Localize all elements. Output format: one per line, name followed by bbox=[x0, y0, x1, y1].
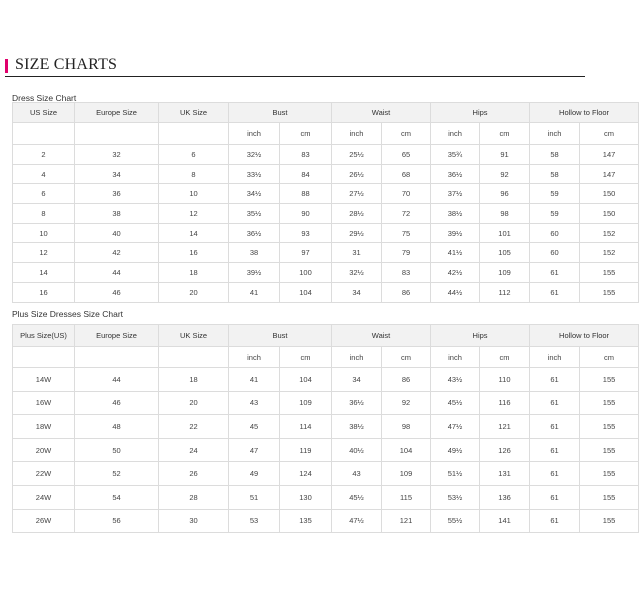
table-cell: 28½ bbox=[332, 204, 382, 224]
table-cell: 104 bbox=[280, 282, 332, 302]
table-cell: 41½ bbox=[431, 243, 480, 263]
table-cell: 53 bbox=[229, 509, 280, 533]
table-cell: 32½ bbox=[229, 145, 280, 165]
table-cell: 53½ bbox=[431, 485, 480, 509]
table-cell: 131 bbox=[480, 462, 530, 486]
table-cell: 18 bbox=[159, 368, 229, 392]
table-cell: 24 bbox=[159, 438, 229, 462]
table-cell: 39½ bbox=[431, 223, 480, 243]
table-cell: 27½ bbox=[332, 184, 382, 204]
table-row bbox=[13, 164, 639, 184]
table-cell: 150 bbox=[580, 184, 639, 204]
table-cell: 121 bbox=[480, 415, 530, 439]
table-cell: 6 bbox=[13, 184, 75, 204]
table-cell: 119 bbox=[280, 438, 332, 462]
table-cell: 61 bbox=[530, 391, 580, 415]
table-cell: 43 bbox=[332, 462, 382, 486]
unit-cell: inch bbox=[332, 347, 382, 368]
table-row bbox=[13, 391, 639, 415]
table-cell: 35½ bbox=[229, 204, 280, 224]
unit-cell: inch bbox=[431, 347, 480, 368]
table-cell: 43 bbox=[229, 391, 280, 415]
table-cell: 121 bbox=[382, 509, 431, 533]
table-cell: 36½ bbox=[431, 164, 480, 184]
table-cell: 4 bbox=[13, 164, 75, 184]
table-cell: 152 bbox=[580, 223, 639, 243]
table-cell: 14 bbox=[159, 223, 229, 243]
table-cell: 150 bbox=[580, 204, 639, 224]
table-cell: 61 bbox=[530, 509, 580, 533]
table-cell: 147 bbox=[580, 164, 639, 184]
table-row bbox=[13, 368, 639, 392]
table-cell: 116 bbox=[480, 391, 530, 415]
table-row bbox=[13, 438, 639, 462]
unit-cell: cm bbox=[580, 123, 639, 145]
table-cell: 91 bbox=[480, 145, 530, 165]
table-cell: 30 bbox=[159, 509, 229, 533]
table-cell: 8 bbox=[13, 204, 75, 224]
table-cell: 155 bbox=[580, 391, 639, 415]
table-cell: 26½ bbox=[332, 164, 382, 184]
table-cell: 58 bbox=[530, 164, 580, 184]
table-cell: 51½ bbox=[431, 462, 480, 486]
header-row bbox=[13, 325, 639, 347]
table-cell: 38½ bbox=[332, 415, 382, 439]
table-cell: 59 bbox=[530, 184, 580, 204]
table-cell: 86 bbox=[382, 368, 431, 392]
table-cell: 41 bbox=[229, 282, 280, 302]
table-cell: 29½ bbox=[332, 223, 382, 243]
table-cell: 12 bbox=[13, 243, 75, 263]
table-row bbox=[13, 223, 639, 243]
dress-chart-title: Dress Size Chart bbox=[12, 93, 77, 103]
column-header: Hollow to Floor bbox=[530, 103, 639, 123]
table-cell: 26 bbox=[159, 462, 229, 486]
table-cell: 50 bbox=[75, 438, 159, 462]
table-row bbox=[13, 204, 639, 224]
table-cell: 110 bbox=[480, 368, 530, 392]
table-cell: 61 bbox=[530, 485, 580, 509]
table-cell: 45 bbox=[229, 415, 280, 439]
unit-cell: inch bbox=[229, 347, 280, 368]
table-cell: 14W bbox=[13, 368, 75, 392]
table-cell: 61 bbox=[530, 415, 580, 439]
table-cell: 59 bbox=[530, 204, 580, 224]
table-cell: 36½ bbox=[229, 223, 280, 243]
table-cell: 61 bbox=[530, 263, 580, 283]
table-cell: 44½ bbox=[431, 282, 480, 302]
table-cell: 109 bbox=[480, 263, 530, 283]
unit-cell: inch bbox=[332, 123, 382, 145]
table-cell: 109 bbox=[280, 391, 332, 415]
table-cell: 36 bbox=[75, 184, 159, 204]
table-cell: 98 bbox=[382, 415, 431, 439]
table-cell: 84 bbox=[280, 164, 332, 184]
table-cell: 90 bbox=[280, 204, 332, 224]
column-header: Waist bbox=[332, 325, 431, 347]
table-cell: 26W bbox=[13, 509, 75, 533]
table-cell: 100 bbox=[280, 263, 332, 283]
table-cell: 72 bbox=[382, 204, 431, 224]
table-cell: 24W bbox=[13, 485, 75, 509]
table-cell: 55½ bbox=[431, 509, 480, 533]
blank-unit-cell bbox=[13, 123, 75, 145]
table-cell: 79 bbox=[382, 243, 431, 263]
column-header: Europe Size bbox=[75, 325, 159, 347]
dress-size-table bbox=[12, 102, 639, 303]
table-cell: 33½ bbox=[229, 164, 280, 184]
table-cell: 152 bbox=[580, 243, 639, 263]
column-header: Hips bbox=[431, 325, 530, 347]
blank-unit-cell bbox=[159, 347, 229, 368]
table-cell: 49½ bbox=[431, 438, 480, 462]
table-cell: 61 bbox=[530, 282, 580, 302]
table-cell: 130 bbox=[280, 485, 332, 509]
table-cell: 31 bbox=[332, 243, 382, 263]
table-cell: 109 bbox=[382, 462, 431, 486]
blank-unit-cell bbox=[13, 347, 75, 368]
table-cell: 38 bbox=[75, 204, 159, 224]
plus-chart-title: Plus Size Dresses Size Chart bbox=[12, 309, 124, 319]
table-cell: 97 bbox=[280, 243, 332, 263]
table-cell: 34½ bbox=[229, 184, 280, 204]
unit-cell: cm bbox=[382, 347, 431, 368]
table-cell: 6 bbox=[159, 145, 229, 165]
table-cell: 86 bbox=[382, 282, 431, 302]
table-cell: 56 bbox=[75, 509, 159, 533]
table-cell: 155 bbox=[580, 438, 639, 462]
table-cell: 39½ bbox=[229, 263, 280, 283]
table-cell: 105 bbox=[480, 243, 530, 263]
table-cell: 20 bbox=[159, 391, 229, 415]
plus-size-table bbox=[12, 324, 639, 533]
table-cell: 10 bbox=[159, 184, 229, 204]
table-cell: 22 bbox=[159, 415, 229, 439]
table-cell: 70 bbox=[382, 184, 431, 204]
table-cell: 20W bbox=[13, 438, 75, 462]
column-header: Bust bbox=[229, 103, 332, 123]
table-cell: 75 bbox=[382, 223, 431, 243]
unit-cell: inch bbox=[530, 123, 580, 145]
table-cell: 58 bbox=[530, 145, 580, 165]
table-cell: 60 bbox=[530, 243, 580, 263]
table-cell: 47½ bbox=[431, 415, 480, 439]
table-cell: 34 bbox=[332, 368, 382, 392]
table-cell: 115 bbox=[382, 485, 431, 509]
table-cell: 8 bbox=[159, 164, 229, 184]
table-row bbox=[13, 415, 639, 439]
table-cell: 155 bbox=[580, 485, 639, 509]
table-cell: 60 bbox=[530, 223, 580, 243]
table-cell: 45½ bbox=[431, 391, 480, 415]
table-cell: 155 bbox=[580, 368, 639, 392]
unit-cell: cm bbox=[480, 347, 530, 368]
table-cell: 47 bbox=[229, 438, 280, 462]
table-cell: 40 bbox=[75, 223, 159, 243]
table-cell: 47½ bbox=[332, 509, 382, 533]
table-cell: 52 bbox=[75, 462, 159, 486]
column-header: Europe Size bbox=[75, 103, 159, 123]
unit-cell: cm bbox=[280, 123, 332, 145]
table-row bbox=[13, 485, 639, 509]
table-cell: 20 bbox=[159, 282, 229, 302]
column-header: UK Size bbox=[159, 325, 229, 347]
column-header: Hollow to Floor bbox=[530, 325, 639, 347]
table-cell: 155 bbox=[580, 509, 639, 533]
unit-cell: cm bbox=[280, 347, 332, 368]
table-row bbox=[13, 243, 639, 263]
table-cell: 104 bbox=[382, 438, 431, 462]
table-cell: 25½ bbox=[332, 145, 382, 165]
table-cell: 83 bbox=[280, 145, 332, 165]
blank-unit-cell bbox=[75, 123, 159, 145]
table-cell: 16W bbox=[13, 391, 75, 415]
blank-unit-cell bbox=[75, 347, 159, 368]
table-cell: 48 bbox=[75, 415, 159, 439]
table-cell: 83 bbox=[382, 263, 431, 283]
table-cell: 141 bbox=[480, 509, 530, 533]
table-cell: 46 bbox=[75, 391, 159, 415]
table-cell: 96 bbox=[480, 184, 530, 204]
title-accent-bar bbox=[5, 59, 8, 73]
table-row bbox=[13, 282, 639, 302]
table-cell: 46 bbox=[75, 282, 159, 302]
column-header: Plus Size(US) bbox=[13, 325, 75, 347]
table-cell: 126 bbox=[480, 438, 530, 462]
table-cell: 22W bbox=[13, 462, 75, 486]
table-cell: 61 bbox=[530, 438, 580, 462]
table-cell: 44 bbox=[75, 368, 159, 392]
table-cell: 49 bbox=[229, 462, 280, 486]
table-cell: 10 bbox=[13, 223, 75, 243]
unit-cell: cm bbox=[480, 123, 530, 145]
table-cell: 44 bbox=[75, 263, 159, 283]
page-title: SIZE CHARTS bbox=[15, 56, 118, 73]
units-row bbox=[13, 123, 639, 145]
table-cell: 98 bbox=[480, 204, 530, 224]
table-cell: 35¾ bbox=[431, 145, 480, 165]
column-header: Hips bbox=[431, 103, 530, 123]
table-cell: 34 bbox=[75, 164, 159, 184]
table-cell: 147 bbox=[580, 145, 639, 165]
table-cell: 38½ bbox=[431, 204, 480, 224]
table-row bbox=[13, 145, 639, 165]
unit-cell: cm bbox=[580, 347, 639, 368]
unit-cell: cm bbox=[382, 123, 431, 145]
table-cell: 68 bbox=[382, 164, 431, 184]
table-cell: 104 bbox=[280, 368, 332, 392]
column-header: Bust bbox=[229, 325, 332, 347]
table-cell: 38 bbox=[229, 243, 280, 263]
table-row bbox=[13, 462, 639, 486]
table-row bbox=[13, 184, 639, 204]
unit-cell: inch bbox=[229, 123, 280, 145]
table-cell: 37½ bbox=[431, 184, 480, 204]
table-cell: 18 bbox=[159, 263, 229, 283]
table-cell: 136 bbox=[480, 485, 530, 509]
column-header: US Size bbox=[13, 103, 75, 123]
table-cell: 88 bbox=[280, 184, 332, 204]
table-cell: 155 bbox=[580, 263, 639, 283]
table-cell: 34 bbox=[332, 282, 382, 302]
units-row bbox=[13, 347, 639, 368]
table-cell: 61 bbox=[530, 368, 580, 392]
table-cell: 16 bbox=[13, 282, 75, 302]
table-cell: 32½ bbox=[332, 263, 382, 283]
table-cell: 41 bbox=[229, 368, 280, 392]
table-row bbox=[13, 509, 639, 533]
table-cell: 92 bbox=[382, 391, 431, 415]
blank-unit-cell bbox=[159, 123, 229, 145]
table-cell: 61 bbox=[530, 462, 580, 486]
table-cell: 112 bbox=[480, 282, 530, 302]
table-cell: 12 bbox=[159, 204, 229, 224]
table-cell: 101 bbox=[480, 223, 530, 243]
header-row bbox=[13, 103, 639, 123]
table-cell: 114 bbox=[280, 415, 332, 439]
table-cell: 40½ bbox=[332, 438, 382, 462]
table-cell: 92 bbox=[480, 164, 530, 184]
table-cell: 42 bbox=[75, 243, 159, 263]
table-row bbox=[13, 263, 639, 283]
table-cell: 14 bbox=[13, 263, 75, 283]
table-cell: 18W bbox=[13, 415, 75, 439]
column-header: Waist bbox=[332, 103, 431, 123]
table-cell: 135 bbox=[280, 509, 332, 533]
unit-cell: inch bbox=[431, 123, 480, 145]
table-cell: 54 bbox=[75, 485, 159, 509]
table-cell: 42½ bbox=[431, 263, 480, 283]
table-cell: 155 bbox=[580, 282, 639, 302]
unit-cell: inch bbox=[530, 347, 580, 368]
table-cell: 2 bbox=[13, 145, 75, 165]
table-cell: 124 bbox=[280, 462, 332, 486]
table-cell: 65 bbox=[382, 145, 431, 165]
table-cell: 51 bbox=[229, 485, 280, 509]
table-cell: 32 bbox=[75, 145, 159, 165]
table-cell: 155 bbox=[580, 415, 639, 439]
table-cell: 155 bbox=[580, 462, 639, 486]
size-charts-header bbox=[5, 56, 585, 77]
table-cell: 28 bbox=[159, 485, 229, 509]
table-cell: 93 bbox=[280, 223, 332, 243]
column-header: UK Size bbox=[159, 103, 229, 123]
table-cell: 16 bbox=[159, 243, 229, 263]
table-cell: 43½ bbox=[431, 368, 480, 392]
table-cell: 36½ bbox=[332, 391, 382, 415]
table-cell: 45½ bbox=[332, 485, 382, 509]
